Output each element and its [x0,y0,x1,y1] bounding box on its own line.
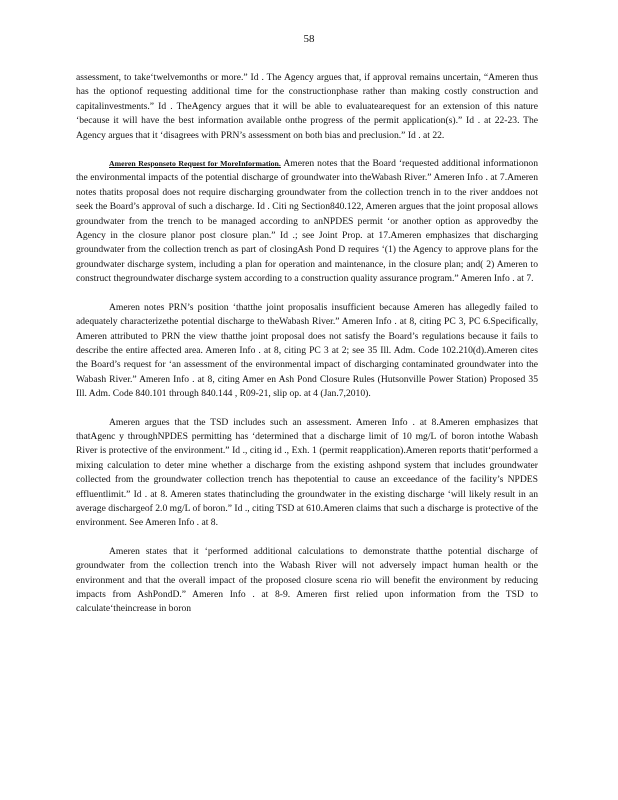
paragraph-5: Ameren states that it ‘performed additional calculations to demonstrate thatthe potential discharge of groundwater from the collection trench into the Wabash River will not adversely impact human health or the environment and that the overall impact of the proposed closure scena rio will benefit the environment by reducing impacts from AshPondD.” Ameren Info . at 8-9. Ameren first relied upon information from the TSD to calculate‘theincrease in boron [76,545,538,615]
page-number: 58 [303,33,315,45]
page-body [76,71,538,631]
paragraph-3: Ameren notes PRN’s position ‘thatthe joint proposalis insufficient because Ameren has allegedly failed to adequately characterizethe potential discharge to theWabash River.” Ameren Info . at 8, citing PC 3, PC 6.Specifically, Ameren attributed to PRN the view thatthe joint proposal does not satisfy the Board’s regulations because it fails to describe the entire affected area. Ameren Info . at 8, citing PC 3 at 2; see 35 Ill. Adm. Code 102.210(d).Ameren cites the Board’s request for ‘an assessment of the environmental impact of discharging contaminated groundwater into the Wabash River.” Ameren Info . at 8, citing Amer en Ash Pond Closure Rules (Hutsonville Power Station) Proposed 35 Ill. Adm. Code 840.101 through 840.144 , R09-21, slip op. at 4 (Jan.7,2010). [76,301,538,400]
paragraph-1: assessment, to take‘twelvemonths or more.” Id . The Agency argues that, if approval remains uncertain, “Ameren thus has the optionof requesting additional time for the constructionphase rather than making costly construction and capitalinvestments.” Id . TheAgency argues that it will be able to evaluatearequest for an extension of this nature ‘because it will have the best information available onthe progress of the permit application(s).” Id . at 22-23. The Agency argues that it ‘disagrees with PRN’s assessment on both bias and preclusion.” Id . at 22. [76,72,538,141]
paragraph-2-text: Ameren notes that the Board ‘requested additional informationon the environmental impacts of the potential discharge of groundwater into theWabash River.” Ameren Info . at 7.Ameren notes thatits proposal does not require discharging groundwater from the collection trench in to the river anddoes not seek the Board’s approval of such a discharge. Id . Citi ng Section840.122, Ameren argues that the joint proposal allows groundwater from the trench to be managed according to anNPDES permit ‘or another option as approvedby the Agency in the closure planor post closure plan.” Id .; see Joint Prop. at 17.Ameren emphasizes that discharging groundwater from the collection trench as part of closingAsh Pond D requires ‘(1) the Agency to approve plans for the groundwater discharge system, including a plan for operation and maintenance, in the closure plan; and( 2) Ameren to construct thegroundwater discharge system according to a construction quality assurance program.” Ameren Info . at 7. [76,158,539,285]
section-heading: Ameren Responseto Request for MoreInformation. [109,159,281,169]
paragraph-4: Ameren argues that the TSD includes such an assessment. Ameren Info . at 8.Ameren emphasizes that thatAgenc y throughNPDES permitting has ‘determined that a discharge limit of 10 mg/L of boron intothe Wabash River is protective of the environment.” Id ., citing id ., Exh. 1 (permit reapplication).Ameren reports thatit‘performed a mixing calculation to deter mine whether a discharge from the existing ashpond system that includes groundwater collected from the groundwater collection trench has thepotential to cause an exceedance of the facility’s NPDES effluentlimit.” Id . at 8. Ameren states thatincluding the groundwater in the existing discharge ‘will likely result in an average dischargeof 2.0 mg/L of boron.” Id ., citing TSD at 610.Ameren claims that such a discharge is protective of the environment. See Ameren Info . at 8. [76,416,538,529]
paragraph-2 [76,157,538,287]
